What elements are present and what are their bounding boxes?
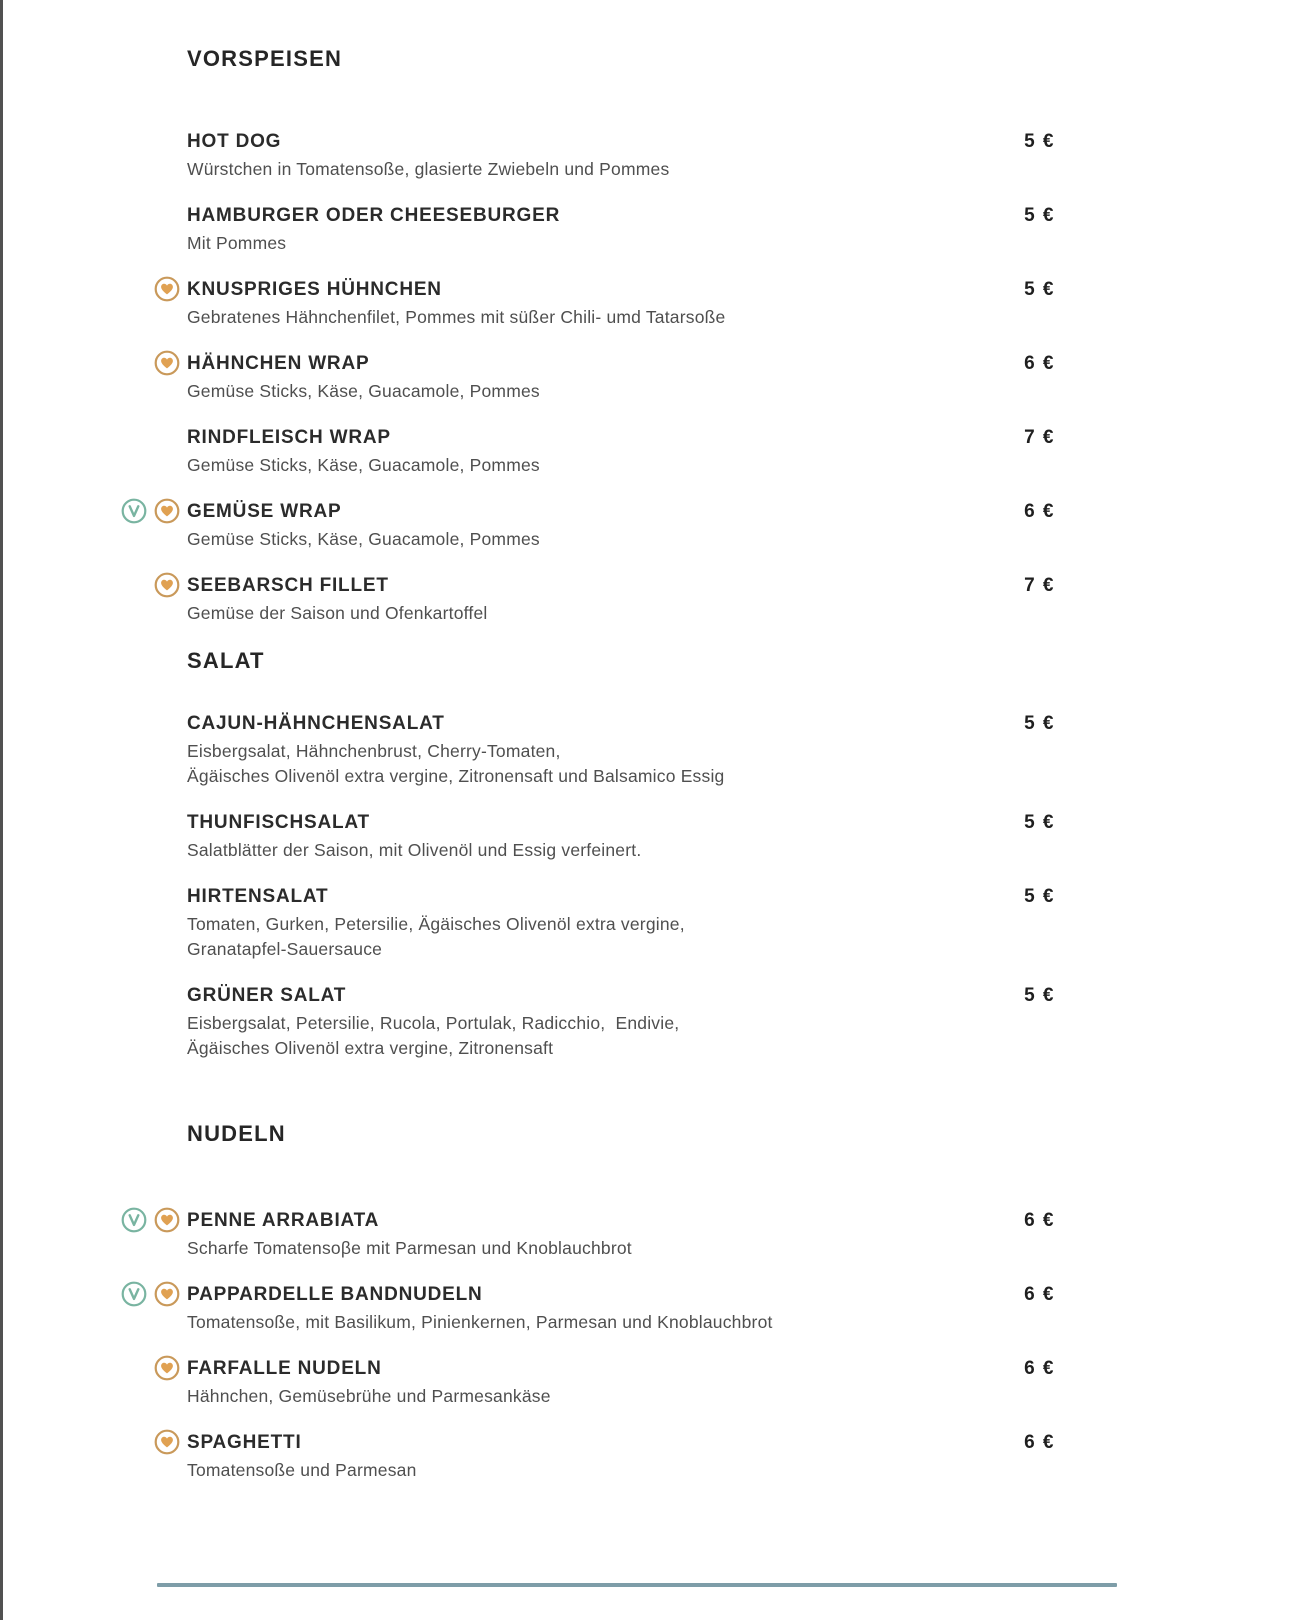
vegetarian-v-icon	[121, 1281, 147, 1307]
favorite-heart-icon	[154, 1355, 180, 1381]
favorite-heart-icon	[154, 276, 180, 302]
item-badges	[0, 1429, 180, 1455]
item-main	[187, 130, 669, 182]
item-name: CAJUN-HÄHNCHENSALAT	[187, 713, 445, 734]
item-badges	[0, 498, 180, 524]
menu-item-row	[0, 204, 1303, 256]
item-main	[187, 204, 560, 256]
item-description-line: Eisbergsalat, Petersilie, Rucola, Portulak, Radicchio, Endivie,	[187, 1013, 680, 1033]
item-price: 6 €	[1024, 1358, 1055, 1379]
menu-item-row	[0, 1283, 1303, 1335]
item-name: PAPPARDELLE BANDNUDELN	[187, 1284, 483, 1305]
menu-item-row	[0, 500, 1303, 552]
item-description-line: Gemüse Sticks, Käse, Guacamole, Pommes	[187, 455, 540, 475]
section-title: NUDELN	[187, 1121, 286, 1146]
favorite-heart-icon	[154, 1207, 180, 1233]
menu-item-row	[0, 278, 1303, 330]
item-description	[187, 1011, 679, 1061]
item-description-line: Granatapfel-Sauersauce	[187, 939, 383, 959]
item-description	[187, 601, 487, 626]
vegetarian-v-icon	[121, 498, 147, 524]
item-main	[187, 426, 540, 478]
item-badges	[0, 572, 180, 598]
item-name: KNUSPRIGES HÜHNCHEN	[187, 279, 442, 300]
menu-section	[0, 648, 1303, 1061]
menu-item-row	[0, 130, 1303, 182]
section-title: VORSPEISEN	[187, 46, 343, 71]
menu-section	[0, 46, 1303, 626]
item-description-line: Tomatensoße und Parmesan	[187, 1460, 417, 1480]
item-badges	[0, 350, 180, 376]
item-price: 5 €	[1024, 279, 1055, 300]
item-description	[187, 527, 540, 552]
menu-item-row	[0, 1209, 1303, 1261]
item-description-line: Mit Pommes	[187, 233, 287, 253]
item-price: 5 €	[1024, 812, 1055, 833]
item-badges	[0, 276, 180, 302]
item-name: PENNE ARRABIATA	[187, 1210, 380, 1231]
item-price: 5 €	[1024, 713, 1055, 734]
menu-item-row	[0, 811, 1303, 863]
item-badges	[0, 1355, 180, 1381]
vegetarian-v-icon	[121, 1207, 147, 1233]
item-name: SEEBARSCH FILLET	[187, 575, 389, 596]
item-description	[187, 453, 540, 478]
item-description	[187, 157, 669, 182]
menu-item-row	[0, 574, 1303, 626]
item-name: HIRTENSALAT	[187, 886, 329, 907]
item-description-line: Gebratenes Hähnchenfilet, Pommes mit süßer Chili- umd Tatarsoße	[187, 307, 726, 327]
item-name: SPAGHETTI	[187, 1432, 302, 1453]
item-name: RINDFLEISCH WRAP	[187, 427, 391, 448]
favorite-heart-icon	[154, 498, 180, 524]
menu-section	[0, 1121, 1303, 1483]
item-description-line: Ägäisches Olivenöl extra vergine, Zitronensaft und Balsamico Essig	[187, 766, 725, 786]
menu-item-row	[0, 885, 1303, 962]
item-main	[187, 1283, 773, 1335]
section-items	[0, 130, 1303, 626]
item-price: 6 €	[1024, 501, 1055, 522]
item-main	[187, 811, 641, 863]
item-description-line: Scharfe Tomatensoβe mit Parmesan und Knoblauchbrot	[187, 1238, 632, 1258]
item-description-line: Eisbergsalat, Hähnchenbrust, Cherry-Tomaten,	[187, 741, 561, 761]
item-name: HAMBURGER ODER CHEESEBURGER	[187, 205, 561, 226]
item-main	[187, 278, 725, 330]
item-price: 5 €	[1024, 131, 1055, 152]
item-description	[187, 1384, 551, 1409]
item-main	[187, 1209, 632, 1261]
item-description	[187, 912, 685, 962]
section-title: SALAT	[187, 648, 265, 673]
item-main	[187, 1357, 551, 1409]
favorite-heart-icon	[154, 1281, 180, 1307]
section-divider-line	[157, 1583, 1117, 1587]
item-badges	[0, 1207, 180, 1233]
item-description	[187, 739, 724, 789]
item-main	[187, 574, 487, 626]
item-name: THUNFISCHSALAT	[187, 812, 370, 833]
menu-item-row	[0, 426, 1303, 478]
item-description	[187, 838, 641, 863]
item-price: 6 €	[1024, 1284, 1055, 1305]
item-price: 5 €	[1024, 886, 1055, 907]
favorite-heart-icon	[154, 572, 180, 598]
item-description-line: Salatblätter der Saison, mit Olivenöl und Essig verfeinert.	[187, 840, 642, 860]
item-name: FARFALLE NUDELN	[187, 1358, 382, 1379]
item-price: 6 €	[1024, 1432, 1055, 1453]
item-description-line: Gemüse Sticks, Käse, Guacamole, Pommes	[187, 529, 540, 549]
item-main	[187, 984, 679, 1061]
menu-item-row	[0, 984, 1303, 1061]
item-name: GEMÜSE WRAP	[187, 501, 342, 522]
item-description-line: Ägäisches Olivenöl extra vergine, Zitronensaft	[187, 1038, 554, 1058]
item-main	[187, 712, 724, 789]
menu-item-row	[0, 1357, 1303, 1409]
menu-item-row	[0, 712, 1303, 789]
menu-sections	[0, 46, 1303, 1483]
item-name: HOT DOG	[187, 131, 282, 152]
item-description	[187, 1310, 773, 1335]
item-price: 7 €	[1024, 575, 1055, 596]
item-description	[187, 231, 560, 256]
item-price: 5 €	[1024, 985, 1055, 1006]
item-main	[187, 885, 685, 962]
item-main	[187, 352, 540, 404]
menu-item-row	[0, 1431, 1303, 1483]
item-description	[187, 1458, 417, 1483]
item-description-line: Tomatensoße, mit Basilikum, Pinienkernen, Parmesan und Knoblauchbrot	[187, 1312, 773, 1332]
item-price: 5 €	[1024, 205, 1055, 226]
item-name: HÄHNCHEN WRAP	[187, 353, 370, 374]
item-description-line: Tomaten, Gurken, Petersilie, Ägäisches Olivenöl extra vergine,	[187, 914, 685, 934]
item-price: 6 €	[1024, 353, 1055, 374]
item-price: 7 €	[1024, 427, 1055, 448]
item-main	[187, 500, 540, 552]
favorite-heart-icon	[154, 1429, 180, 1455]
item-description	[187, 379, 540, 404]
item-description-line: Gemüse der Saison und Ofenkartoffel	[187, 603, 488, 623]
section-items	[0, 1209, 1303, 1483]
item-name: GRÜNER SALAT	[187, 985, 347, 1006]
item-description	[187, 305, 725, 330]
item-description-line: Hähnchen, Gemüsebrühe und Parmesankäse	[187, 1386, 551, 1406]
item-description-line: Gemüse Sticks, Käse, Guacamole, Pommes	[187, 381, 540, 401]
item-main	[187, 1431, 417, 1483]
item-price: 6 €	[1024, 1210, 1055, 1231]
menu-item-row	[0, 352, 1303, 404]
item-description-line: Würstchen in Tomatensoße, glasierte Zwiebeln und Pommes	[187, 159, 670, 179]
item-description	[187, 1236, 632, 1261]
item-badges	[0, 1281, 180, 1307]
favorite-heart-icon	[154, 350, 180, 376]
section-items	[0, 712, 1303, 1061]
